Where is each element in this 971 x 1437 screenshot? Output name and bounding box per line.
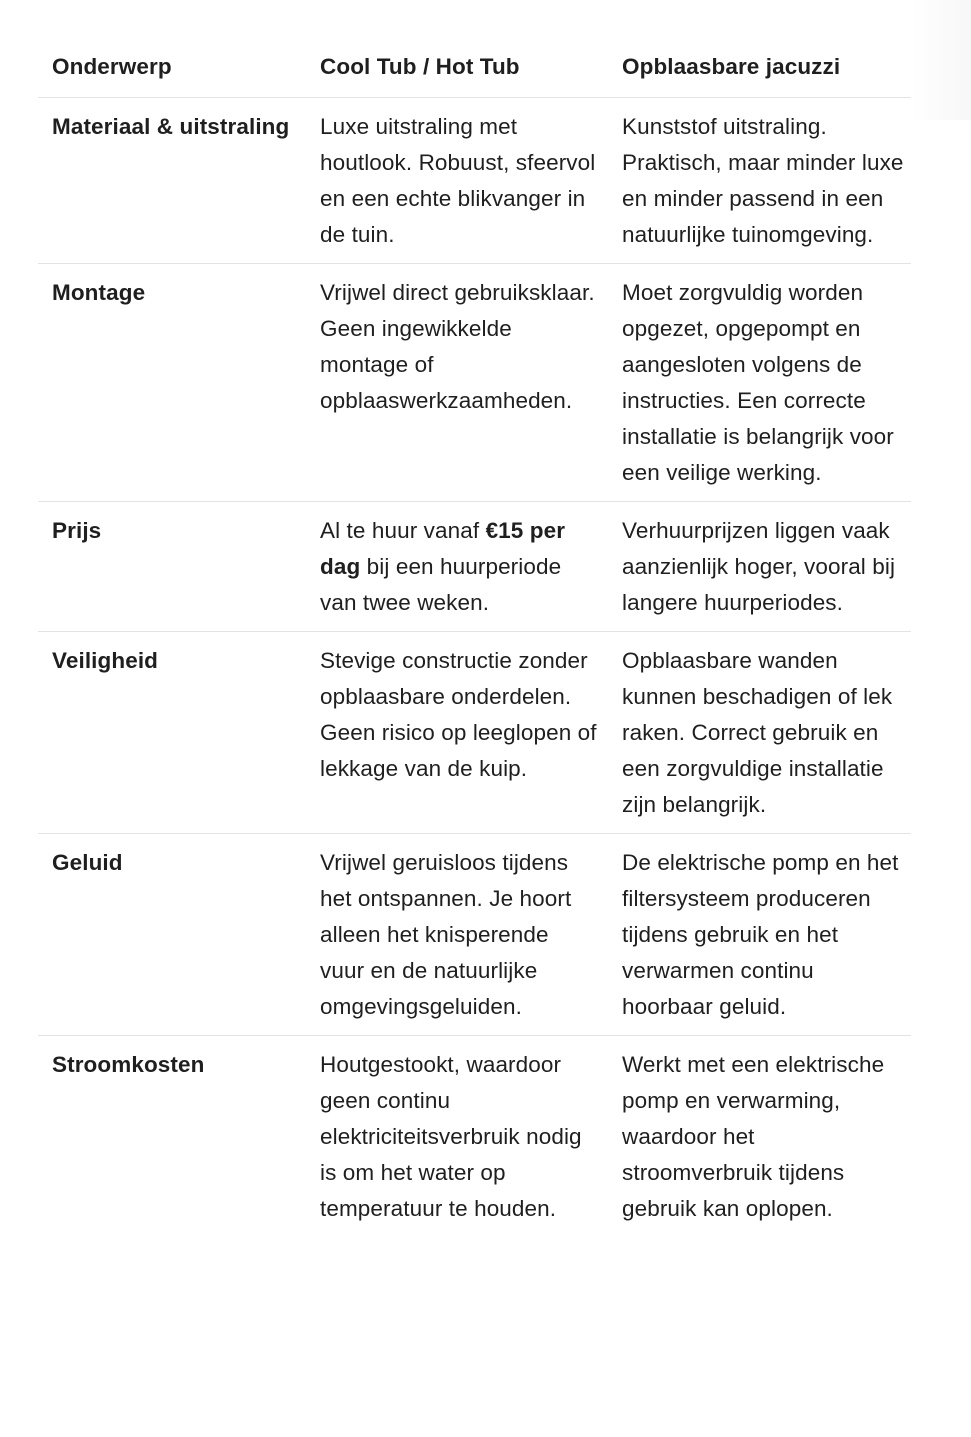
- header-jacuzzi: Opblaasbare jacuzzi: [622, 54, 841, 79]
- table-header-row: [38, 40, 911, 98]
- row-cooltub-cell: [306, 502, 608, 621]
- header-cooltub: Cool Tub / Hot Tub: [320, 54, 520, 79]
- row-cooltub-cell: Vrijwel geruisloos tijdens het ontspannen. Je hoort alleen het knisperende vuur en de natuurlijke omgevingsgeluiden.: [320, 850, 572, 1019]
- row-topic: Montage: [52, 280, 146, 305]
- comparison-table: [38, 40, 911, 1237]
- row-cooltub-cell: Stevige constructie zonder opblaasbare onderdelen. Geen risico op leeglopen of lekkage van de kuip.: [320, 648, 597, 781]
- row-jacuzzi-cell: Werkt met een elektrische pomp en verwarming, waardoor het stroomverbruik tijdens gebruik kan oplopen.: [622, 1052, 885, 1221]
- row-jacuzzi-cell: Opblaasbare wanden kunnen beschadigen of lek raken. Correct gebruik en een zorgvuldige installatie zijn belangrijk.: [622, 648, 893, 817]
- row-jacuzzi-cell: Kunststof uitstraling. Praktisch, maar minder luxe en minder passend in een natuurlijke tuinomgeving.: [622, 114, 904, 247]
- row-jacuzzi-cell: Verhuurprijzen liggen vaak aanzienlijk hoger, vooral bij langere huurperiodes.: [622, 518, 896, 615]
- table-row-montage: [38, 264, 911, 502]
- table-row-stroomkosten: [38, 1036, 911, 1237]
- corner-shade: [911, 0, 971, 120]
- table-row-veiligheid: [38, 632, 911, 834]
- row-topic: Materiaal & uitstraling: [52, 114, 290, 139]
- row-jacuzzi-cell: De elektrische pomp en het filtersysteem produceren tijdens gebruik en het verwarmen continu hoorbaar geluid.: [622, 850, 899, 1019]
- row-jacuzzi-cell: Moet zorgvuldig worden opgezet, opgepompt en aangesloten volgens de instructies. Een correcte installatie is belangrijk voor een veilige werking.: [622, 280, 894, 485]
- header-topic: Onderwerp: [52, 54, 172, 79]
- price-text-post: bij een huurperiode van twee weken.: [320, 554, 562, 615]
- price-text-pre: Al te huur vanaf: [320, 518, 486, 543]
- row-cooltub-cell: Houtgestookt, waardoor geen continu elektriciteitsverbruik nodig is om het water op temperatuur te houden.: [320, 1052, 582, 1221]
- table-row-geluid: [38, 834, 911, 1036]
- table-row-prijs: [38, 502, 911, 632]
- table-row-materiaal: [38, 98, 911, 264]
- row-topic: Geluid: [52, 850, 123, 875]
- row-topic: Veiligheid: [52, 648, 159, 673]
- row-topic: Stroomkosten: [52, 1052, 205, 1077]
- row-cooltub-cell: Luxe uitstraling met houtlook. Robuust, sfeervol en een echte blikvanger in de tuin.: [320, 114, 596, 247]
- row-cooltub-cell: Vrijwel direct gebruiksklaar. Geen ingewikkelde montage of opblaaswerkzaamheden.: [320, 280, 595, 413]
- row-topic: Prijs: [52, 518, 102, 543]
- price-highlight: €15 per dag: [320, 518, 566, 579]
